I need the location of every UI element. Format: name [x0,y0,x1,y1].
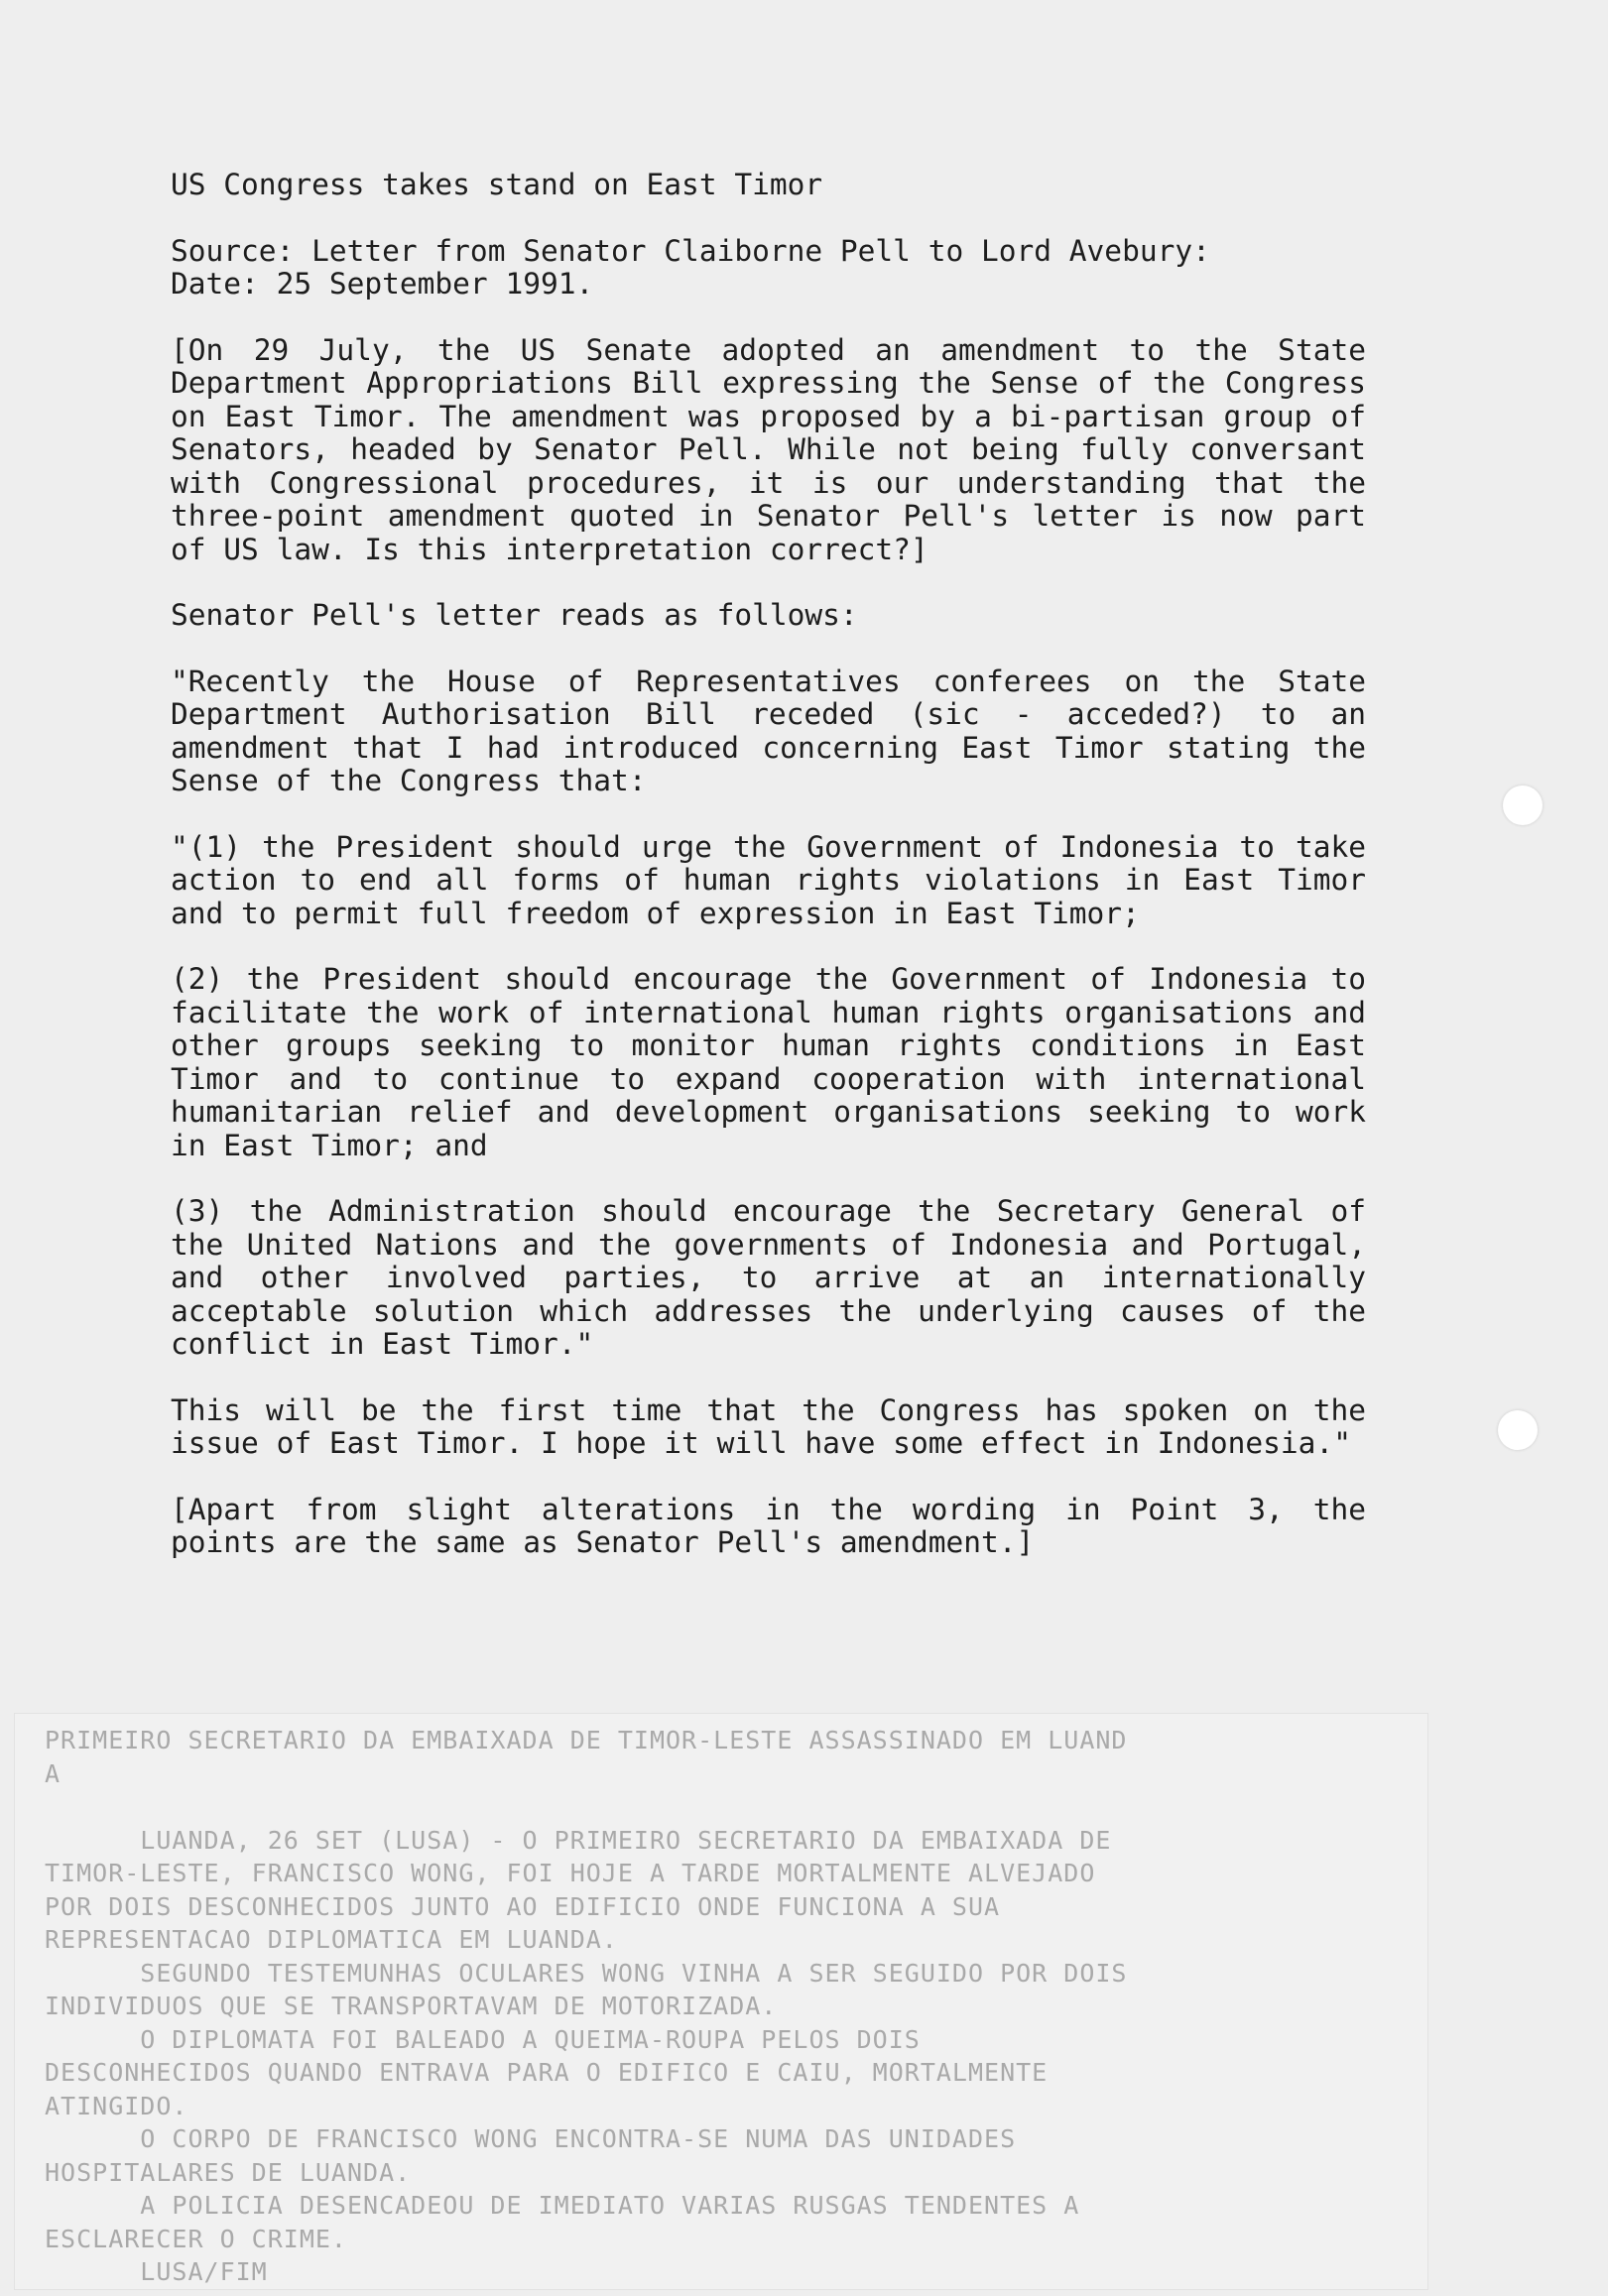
intro-note: [On 29 July, the US Senate adopted an amendment to the State Department Appropriations Bill expressing the Sense of the Congress on East Timor. The amendment was proposed by a bi-partisan group of Senators, headed by Senator Pell. While not being fully conversant with Congressional procedures, it is our understanding that the three-point amendment quoted in Senator Pell's letter is now part of US law. Is this interpretation correct?] [171,332,1366,566]
document-title: US Congress takes stand on East Timor [171,168,823,201]
punch-hole [1498,1410,1538,1450]
clipping-line: REPRESENTACAO DIPLOMATICA EM LUANDA. [45,1925,618,1954]
clipping-line: HOSPITALARES DE LUANDA. [45,2157,412,2187]
clipping-line [45,1790,1433,1824]
point-2: (2) the President should encourage the Government of Indonesia to facilitate the work of international human rights organisations and other groups seeking to monitor human rights conditions in East Timor and to continue to expand cooperation with international humanitarian relief and development organisations seeking to work in East Timor; and [171,962,1366,1162]
clipping-line: ATINGIDO. [45,2091,188,2120]
clipping-line: LUANDA, 26 SET (LUSA) - O PRIMEIRO SECRETARIO DA EMBAIXADA DE [45,1825,1112,1855]
letter-body [171,169,1366,1593]
punch-hole [1503,785,1543,825]
closing-quote: This will be the first time that the Congress has spoken on the issue of East Timor. I hope it will have some effect in Indonesia." [171,1392,1366,1460]
clipping-line: PRIMEIRO SECRETARIO DA EMBAIXADA DE TIMOR-LESTE ASSASSINADO EM LUAND [45,1726,1128,1754]
letter-intro: Senator Pell's letter reads as follows: [171,598,858,632]
editor-note: [Apart from slight alterations in the wording in Point 3, the points are the same as Senator Pell's amendment.] [171,1492,1366,1559]
clipping-line: LUSA/FIM [45,2257,268,2286]
point-3: (3) the Administration should encourage the Secretary General of the United Nations and the governments of Indonesia and Portugal, and other involved parties, to arrive at an internationally acceptable solution which addresses the underlying causes of the conflict in East Timor." [171,1194,1366,1361]
clipping-line: POR DOIS DESCONHECIDOS JUNTO AO EDIFICIO ONDE FUNCIONA A SUA [45,1891,1001,1921]
clipping-line: SEGUNDO TESTEMUNHAS OCULARES WONG VINHA A SER SEGUIDO POR DOIS [45,1958,1128,1988]
clipping-line: O DIPLOMATA FOI BALEADO A QUEIMA-ROUPA PELOS DOIS [45,2024,921,2054]
clipping-line: TIMOR-LESTE, FRANCISCO WONG, FOI HOJE A TARDE MORTALMENTE ALVEJADO [45,1859,1096,1887]
clipping-line: INDIVIDUOS QUE SE TRANSPORTAVAM DE MOTORIZADA. [45,1992,778,2020]
point-1: "(1) the President should urge the Government of Indonesia to take action to end all forms of human rights violations in East Timor and to permit full freedom of expression in East Timor; [171,829,1366,930]
clipping-line: ESCLARECER O CRIME. [45,2224,347,2253]
clipping-line: A [45,1758,62,1788]
quote-opening: "Recently the House of Representatives conferees on the State Department Authorisation Bill receded (sic - acceded?) to an amendment that I had introduced concerning East Timor stating the Sense of the Congress that: [171,664,1366,797]
clipping-line: DESCONHECIDOS QUANDO ENTRAVA PARA O EDIFICO E CAIU, MORTALMENTE [45,2058,1049,2087]
news-clipping [14,1713,1428,2290]
source-line: Source: Letter from Senator Claiborne Pell to Lord Avebury: [171,233,1210,268]
date-line: Date: 25 September 1991. [171,267,594,301]
clipping-line: O CORPO DE FRANCISCO WONG ENCONTRA-SE NUMA DAS UNIDADES [45,2124,1017,2153]
clipping-text [45,1724,1433,2289]
clipping-line: A POLICIA DESENCADEOU DE IMEDIATO VARIAS RUSGAS TENDENTES A [45,2191,1080,2220]
